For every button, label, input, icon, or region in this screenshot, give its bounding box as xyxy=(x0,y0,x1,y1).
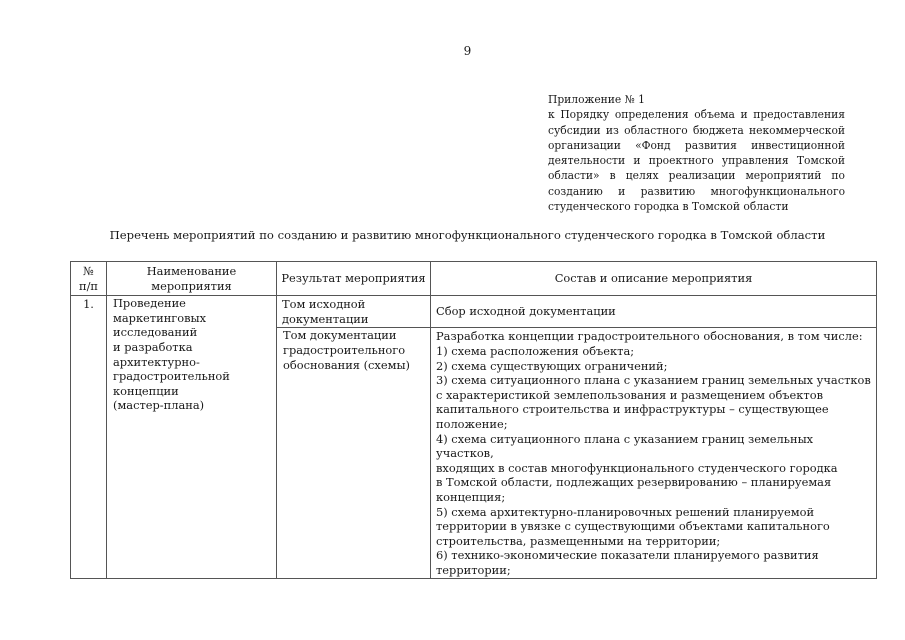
appendix-title: Приложение № 1 xyxy=(548,93,645,106)
result-urban-planning-docs xyxy=(277,328,431,579)
page-number: 9 xyxy=(463,44,472,58)
header-number-line2: п/п xyxy=(78,278,99,293)
measure-name-line: архитектурно- xyxy=(113,354,200,369)
document-title: Перечень мероприятий по созданию и развитию многофункционального студенческого городка в Томской области xyxy=(109,228,826,242)
header-name-line2: мероприятия xyxy=(151,278,232,293)
description-line: 4) схема ситуационного плана с указанием границ земельных участков, xyxy=(436,431,814,461)
measure-name-line: градостроительной xyxy=(113,369,230,384)
measure-name xyxy=(107,296,277,579)
header-name-line1: Наименование xyxy=(146,264,237,278)
measure-name-line: маркетинговых xyxy=(113,310,207,325)
description-line: положение; xyxy=(436,416,508,431)
result-initial-docs xyxy=(277,296,431,328)
description-line: 6) технико-экономические показатели планируемого развития xyxy=(436,548,819,563)
description-line: 3) схема ситуационного плана с указанием границ земельных участков xyxy=(436,373,871,388)
table-header-row xyxy=(71,262,877,296)
result-line: документации xyxy=(282,311,369,326)
measure-name-line: исследований xyxy=(113,325,198,340)
description-line: входящих в состав многофункционального студенческого городка xyxy=(436,460,838,475)
description-line: территории в увязке с существующими объектами капитального xyxy=(436,519,830,534)
result-line: Том исходной xyxy=(282,297,366,312)
description-line: капитального строительства и инфраструктуры – существующее xyxy=(436,402,829,417)
header-description: Состав и описание мероприятия xyxy=(431,262,877,296)
description-line: строительства, размещенными на территории; xyxy=(436,533,721,548)
appendix-text: к Порядку определения объема и предоставления субсидии из областного бюджета некоммерческой организации «Фонд развития инвестиционной деятельности и проектного управления Томской области» в целях реализации мероприятий по созданию и развитию многофункционального студенческого городка в Томской области xyxy=(548,108,845,214)
description-initial-docs: Сбор исходной документации xyxy=(431,296,877,328)
measure-name-line: Проведение xyxy=(113,296,186,311)
appendix-block xyxy=(548,92,845,214)
description-line: с характеристикой землепользования и размещением объектов xyxy=(436,387,823,402)
description-line: 5) схема архитектурно-планировочных решений планируемой xyxy=(436,504,815,519)
measure-name-line: концепции xyxy=(113,383,179,398)
description-line: территории; xyxy=(436,562,511,577)
description-line: 2) схема существующих ограничений; xyxy=(436,358,668,373)
row-number: 1. xyxy=(71,296,107,579)
table-row xyxy=(71,296,877,328)
measure-name-line: и разработка xyxy=(113,339,193,354)
header-number xyxy=(71,262,107,296)
header-number-line1: № xyxy=(83,264,94,278)
description-urban-planning xyxy=(431,328,877,579)
description-line: Разработка концепции градостроительного обоснования, в том числе: xyxy=(436,329,863,344)
measures-table xyxy=(70,261,877,579)
header-result: Результат мероприятия xyxy=(277,262,431,296)
result-line: градостроительного xyxy=(283,342,406,357)
description-line: 1) схема расположения объекта; xyxy=(436,343,635,358)
header-name xyxy=(107,262,277,296)
measure-name-line: (мастер-плана) xyxy=(113,398,205,413)
description-line: концепция; xyxy=(436,489,506,504)
description-line: в Томской области, подлежащих резервированию – планируемая xyxy=(436,475,832,490)
result-line: обоснования (схемы) xyxy=(283,357,410,372)
result-line: Том документации xyxy=(283,328,397,343)
